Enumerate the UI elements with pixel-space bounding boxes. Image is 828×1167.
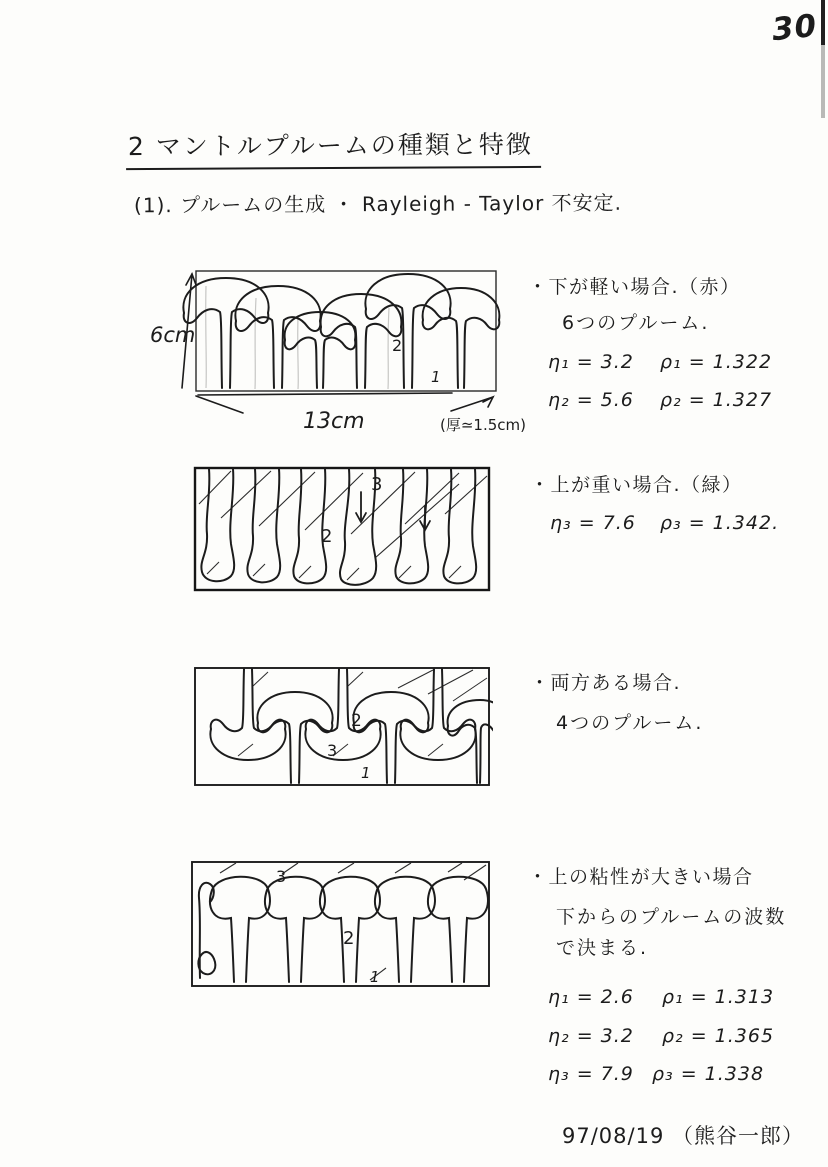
layer-2-label: 2 — [351, 711, 362, 731]
plume-outlines — [183, 274, 499, 388]
note1-eq1-rho: ρ₁ = 1.322 — [660, 351, 773, 373]
note4-line3: で決まる. — [556, 937, 649, 959]
width-dimension-label: 13cm — [303, 409, 365, 434]
note4-eq2-rho: ρ₂ = 1.365 — [662, 1025, 775, 1047]
layer-1-label: 1 — [431, 368, 441, 386]
layer-3-label: 3 — [276, 867, 287, 886]
layer-2-label: 2 — [321, 526, 333, 547]
note4-line2: 下からのプルームの波数 — [556, 906, 787, 928]
note2-eq1-rho: ρ₃ = 1.342. — [660, 512, 780, 534]
section-subtitle: (1). プルームの生成 ・ Rayleigh - Taylor 不安定. — [133, 190, 623, 218]
page-number: 30 — [770, 7, 819, 49]
note4-eq1-rho: ρ₁ = 1.313 — [662, 986, 775, 1008]
layer-3-label: 3 — [371, 474, 383, 495]
dimension-lines — [182, 274, 493, 413]
note4-eq3-rho: ρ₃ = 1.338 — [652, 1063, 765, 1085]
plume-diagram-viscous-top — [190, 860, 493, 992]
plume-diagram-sinking — [193, 466, 493, 594]
layer-2-label: 2 — [343, 928, 355, 949]
sinking-plume-outlines — [201, 469, 476, 585]
layer-1-label: 1 — [370, 968, 380, 986]
plume-diagram-both — [193, 666, 493, 788]
note4-eq3-eta: η₃ = 7.9 — [548, 1063, 634, 1085]
note1-eq2-eta: η₂ = 5.6 — [548, 389, 634, 411]
date-credit: 97/08/19 （熊谷一郎） — [562, 1124, 804, 1148]
pencil-ghost-strokes — [206, 286, 389, 389]
note1-eq1-eta: η₁ = 3.2 — [548, 351, 634, 373]
note1-line1: ・下が軽い場合.（赤） — [528, 276, 741, 298]
note3-line1: ・両方ある場合. — [530, 672, 682, 694]
note1-eq2-rho: ρ₂ = 1.327 — [660, 389, 773, 411]
note1-line2: 6つのプルーム. — [562, 312, 710, 334]
plume-diagram-rising — [146, 256, 536, 448]
layer-1-label: 1 — [361, 764, 371, 782]
height-dimension-label: 6cm — [150, 323, 196, 347]
scan-artifact-line — [821, 0, 825, 118]
thickness-dimension-label: (厚≃1.5cm) — [440, 416, 526, 434]
note4-line1: ・上の粘性が大きい場合 — [528, 866, 754, 888]
layer-2-label: 2 — [392, 336, 403, 355]
note4-eq1-eta: η₁ = 2.6 — [548, 986, 634, 1008]
note2-eq1-eta: η₃ = 7.6 — [550, 512, 636, 534]
note2-line1: ・上が重い場合.（緑） — [530, 474, 743, 496]
layer-3-label: 3 — [327, 741, 338, 760]
note4-eq2-eta: η₂ = 3.2 — [548, 1025, 634, 1047]
note3-line2: 4つのプルーム. — [556, 712, 704, 734]
page-title: 2 マントルプルームの種類と特徴 — [126, 125, 541, 170]
